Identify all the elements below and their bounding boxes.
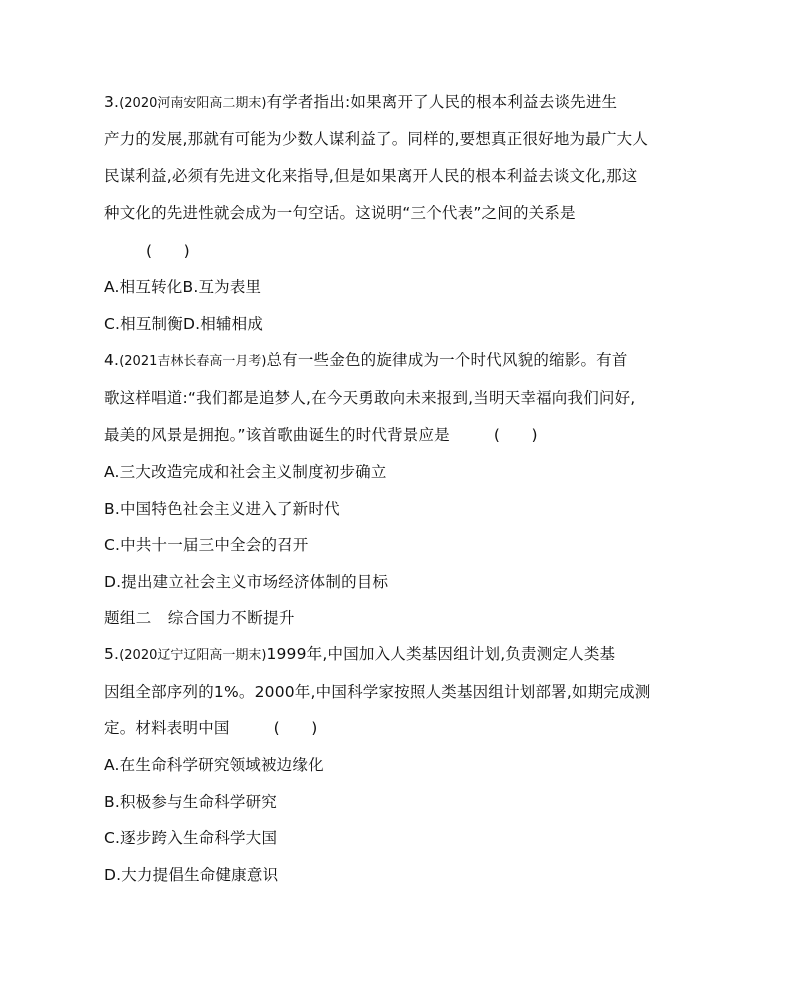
question-source: (2021吉林长春高一月考) <box>119 354 267 369</box>
question-number: 5. <box>104 645 120 663</box>
question-5-option-c[interactable] <box>104 827 277 849</box>
option-text: 积极参与生命科学研究 <box>119 793 277 811</box>
question-3-options-row-1 <box>104 276 261 298</box>
option-label: A. <box>104 756 120 774</box>
question-number: 3. <box>104 93 120 111</box>
section-heading <box>104 607 295 629</box>
option-label: C. <box>104 829 121 847</box>
question-stem-text: 总有一些金色的旋律成为一个时代风貌的缩影。有首 <box>266 351 628 369</box>
option-text: 逐步跨入生命科学大国 <box>120 829 278 847</box>
question-5-option-d[interactable] <box>104 864 278 886</box>
option-label: B. <box>182 278 199 296</box>
option-a[interactable] <box>104 278 182 296</box>
section-label: 题组二 <box>104 609 152 627</box>
question-5-option-b[interactable] <box>104 791 277 813</box>
question-stem-text: 1999年,中国加入人类基因组计划,负责测定人类基 <box>266 645 616 663</box>
question-4-option-a[interactable] <box>104 461 387 483</box>
question-3-line-1 <box>104 91 617 115</box>
question-5-line-1 <box>104 643 615 667</box>
question-4-line-1 <box>104 349 628 373</box>
question-4-line-3 <box>104 424 538 446</box>
option-label: C. <box>104 536 121 554</box>
question-3-options-row-2 <box>104 313 263 335</box>
question-5-line-2 <box>104 681 651 703</box>
question-3-line-4 <box>104 202 576 224</box>
option-text: 中共十一届三中全会的召开 <box>120 536 309 554</box>
question-stem-text: 因组全部序列的1%。2000年,中国科学家按照人类基因组计划部署,如期完成测 <box>104 683 651 701</box>
option-text: 相互转化 <box>119 278 183 296</box>
question-3-answer-line <box>146 240 190 262</box>
option-label: B. <box>104 500 120 518</box>
option-text: 中国特色社会主义进入了新时代 <box>119 500 340 518</box>
question-4-line-2 <box>104 387 635 409</box>
question-5-line-3 <box>104 717 318 739</box>
option-text: 相辅相成 <box>200 315 264 333</box>
question-stem-text: 民谋利益,必须有先进文化来指导,但是如果离开人民的根本利益去谈文化,那这 <box>104 167 638 185</box>
option-b[interactable] <box>182 278 261 296</box>
question-stem-text: 种文化的先进性就会成为一句空话。这说明“三个代表”之间的关系是 <box>104 204 576 222</box>
option-text: 相互制衡 <box>120 315 183 333</box>
question-stem-text: 歌这样唱道:“我们都是追梦人,在今天勇敢向未来报到,当明天幸福向我们问好, <box>104 389 636 407</box>
question-stem-text: 最美的风景是拥抱。”该首歌曲诞生的时代背景应是 <box>104 426 450 444</box>
answer-blank[interactable]: ( ) <box>493 426 538 444</box>
question-5-option-a[interactable] <box>104 754 324 776</box>
question-stem-text: 定。材料表明中国 <box>104 719 230 737</box>
option-c[interactable] <box>104 315 183 333</box>
option-label: D. <box>104 866 122 884</box>
option-text: 提出建立社会主义市场经济体制的目标 <box>121 573 389 591</box>
option-label: C. <box>104 315 121 333</box>
question-4-option-c[interactable] <box>104 534 309 556</box>
option-label: A. <box>104 463 120 481</box>
option-label: D. <box>182 315 201 333</box>
option-text: 大力提倡生命健康意识 <box>121 866 279 884</box>
question-4-option-d[interactable] <box>104 571 388 593</box>
option-label: D. <box>104 573 122 591</box>
question-stem-text: 有学者指出:如果离开了人民的根本利益去谈先进生 <box>266 93 618 111</box>
question-number: 4. <box>104 351 120 369</box>
option-text: 在生命科学研究领域被边缘化 <box>119 756 324 774</box>
section-title: 综合国力不断提升 <box>167 609 295 627</box>
question-source: (2020河南安阳高二期末) <box>119 96 267 111</box>
question-3-line-2 <box>104 128 648 150</box>
question-source: (2020辽宁辽阳高一期末) <box>119 648 267 663</box>
option-label: B. <box>104 793 120 811</box>
answer-blank[interactable]: ( ) <box>146 242 190 260</box>
question-3-line-3 <box>104 165 637 187</box>
question-stem-text: 产力的发展,那就有可能为少数人谋利益了。同样的,要想真正很好地为最广大人 <box>104 130 649 148</box>
option-text: 互为表里 <box>198 278 262 296</box>
answer-blank[interactable]: ( ) <box>273 719 318 737</box>
option-label: A. <box>104 278 120 296</box>
option-text: 三大改造完成和社会主义制度初步确立 <box>119 463 387 481</box>
question-4-option-b[interactable] <box>104 498 340 520</box>
option-d[interactable] <box>183 315 263 333</box>
